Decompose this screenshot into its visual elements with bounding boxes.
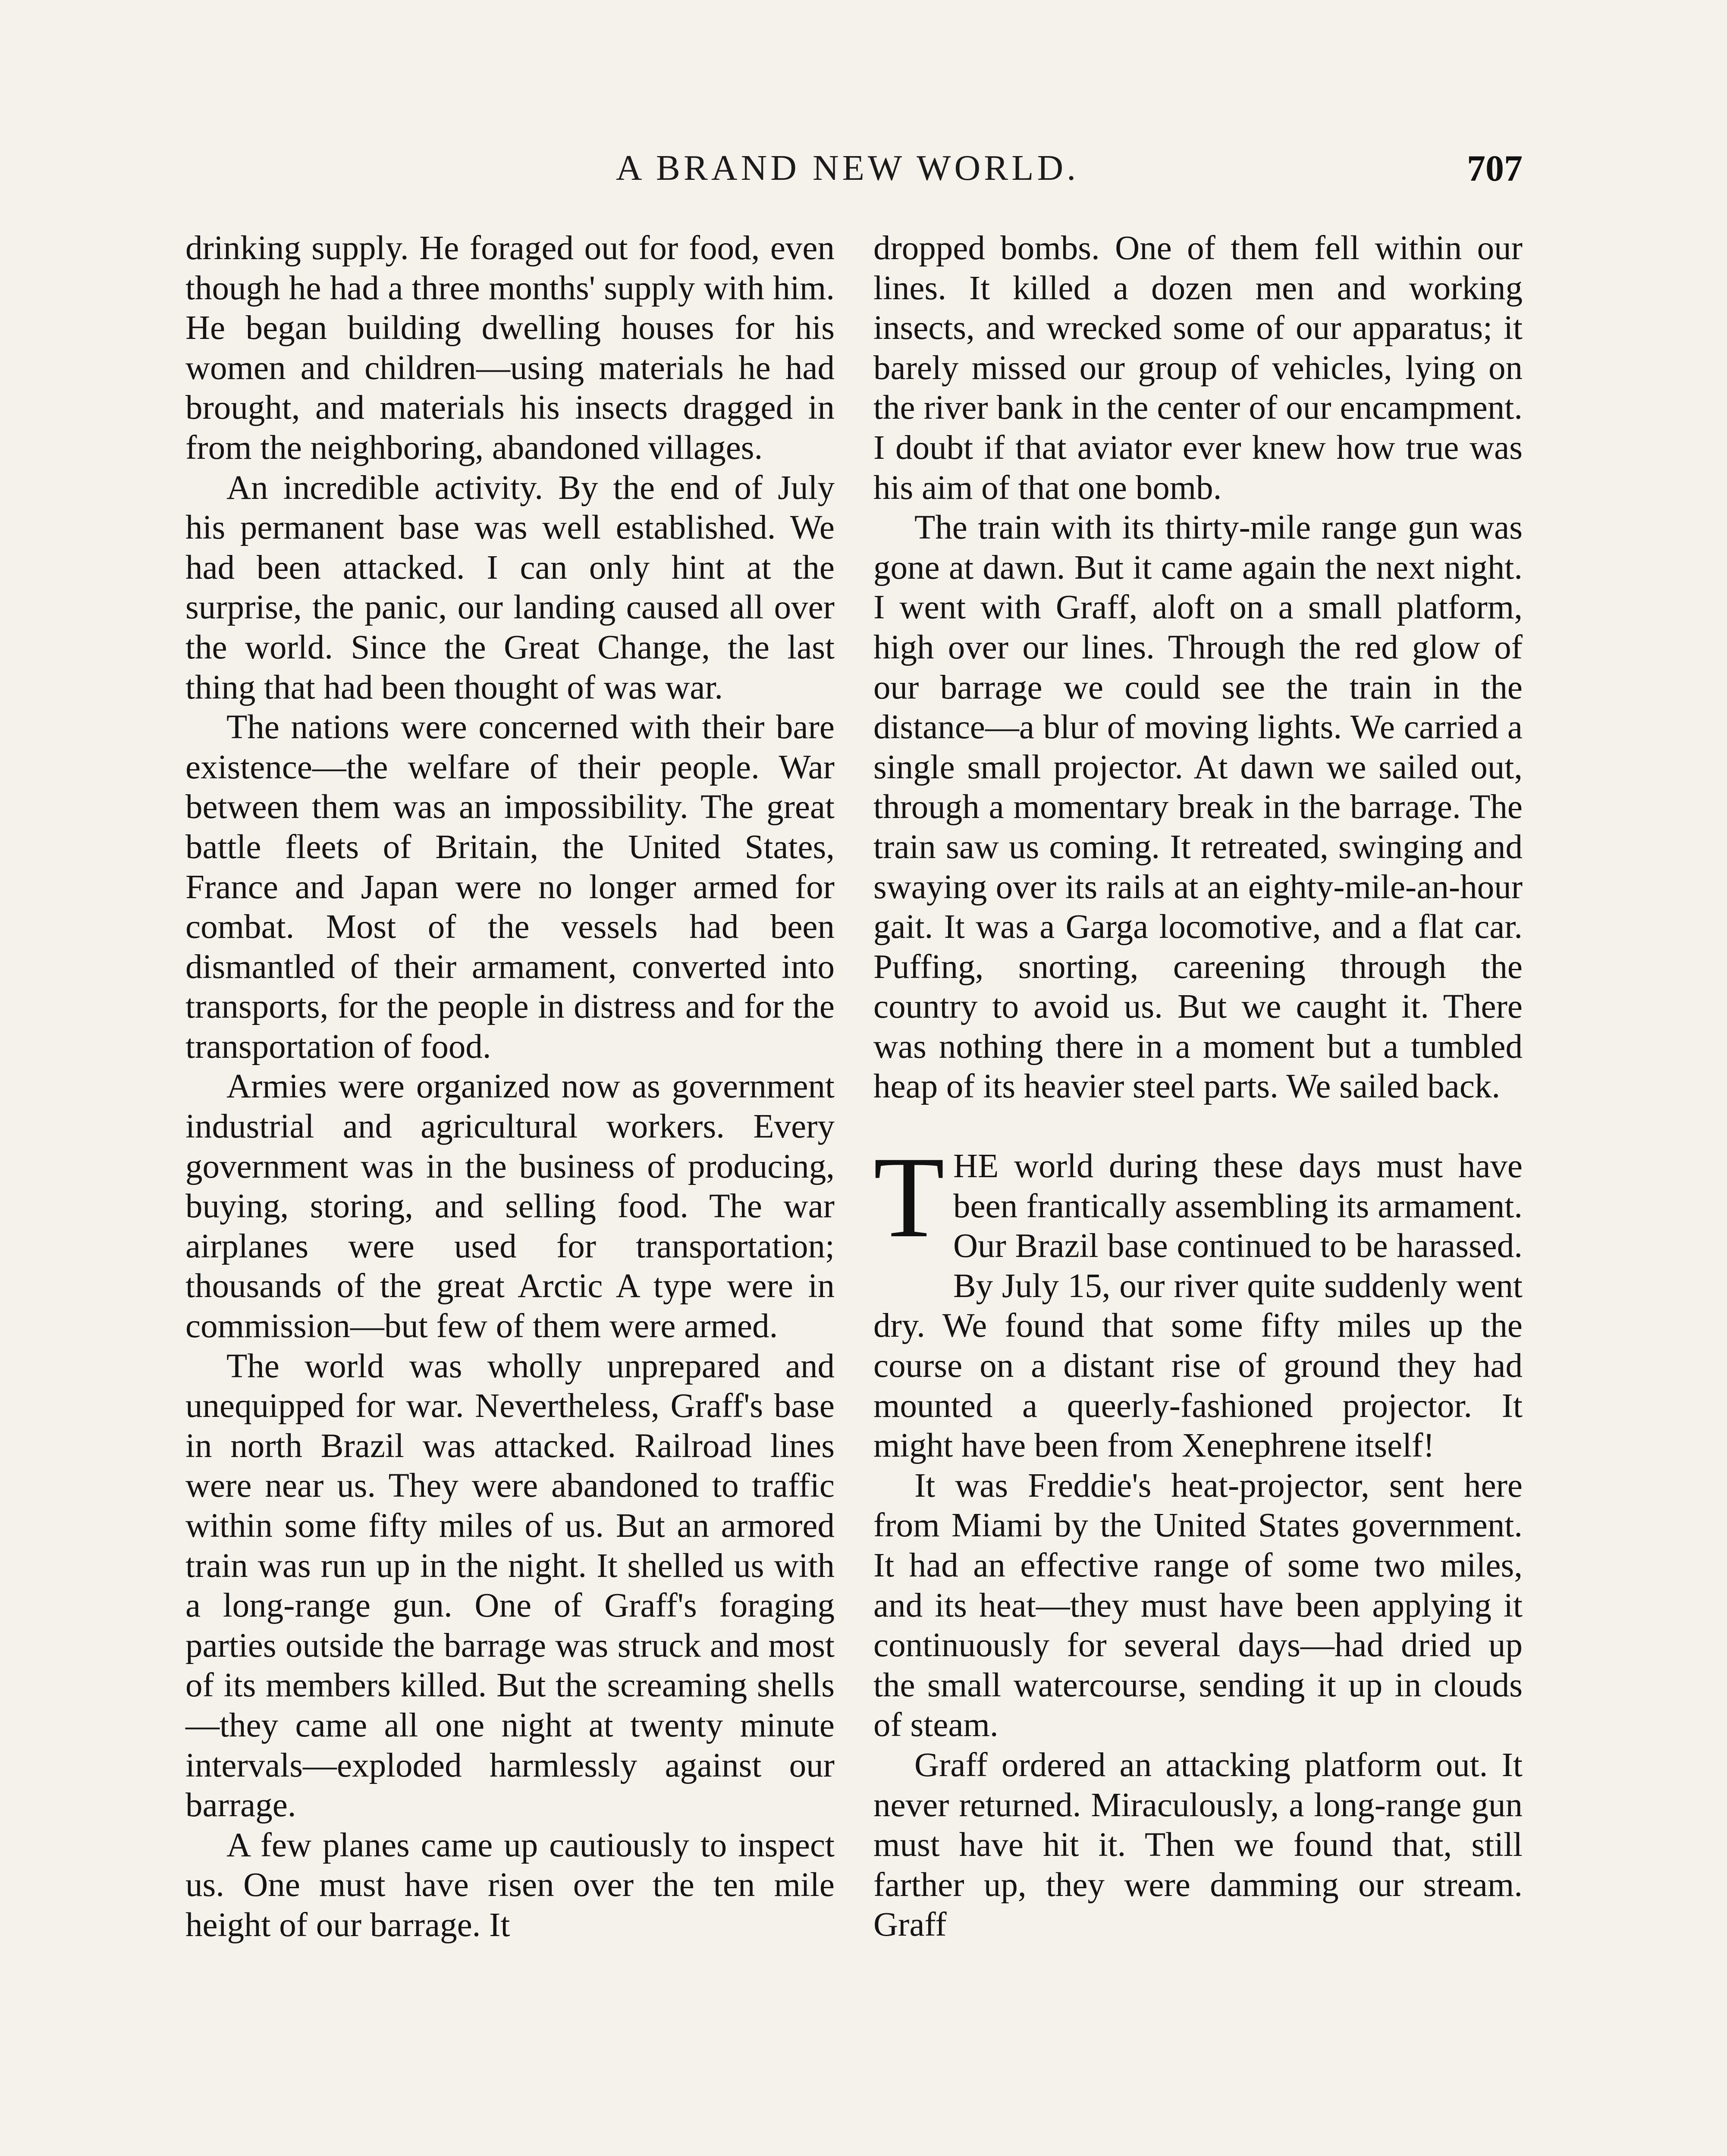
paragraph: An incredible activity. By the end of July his permanent base was well established. We had been attacked. I can only hint at the surprise, the panic, our landing caused all over the world. Since the Great Change, the last thing that had been thought of was war. bbox=[185, 469, 835, 706]
paragraph: It was Freddie's heat-projector, sent here from Miami by the United States government. It had an effective range of some two miles, and its heat—they must have been applying it continuously for several days—had dried up the small watercourse, sending it up in clouds of steam. bbox=[873, 1467, 1523, 1744]
drop-cap-letter: T bbox=[873, 1133, 945, 1262]
running-title: A BRAND NEW WORLD. bbox=[615, 148, 1080, 188]
page-header bbox=[173, 144, 1523, 196]
paragraph: dropped bombs. One of them fell within our lines. It killed a dozen men and working insects, and wrecked some of our apparatus; it barely missed our group of vehicles, lying on the river bank in the center of our encampment. I doubt if that aviator ever knew how true was his aim of that one bomb. bbox=[873, 229, 1523, 507]
paragraph: drinking supply. He foraged out for food, even though he had a three months' supply with him. He began building dwelling houses for his women and children—using materials he had brought, and materials his insects dragged in from the neighboring, abandoned villages. bbox=[185, 229, 835, 467]
paragraph: A few planes came up cautiously to inspect us. One must have risen over the ten mile height of our barrage. It bbox=[185, 1826, 835, 1944]
section-opening-text: HE world during these days must have been frantically assembling its armament. Our Brazil base continued to be harassed. By July 15, our river quite suddenly went dry. We found that some fifty miles up the course on a distant rise of ground they had mounted a queerly-fashioned projector. It might have been from Xenephrene itself! bbox=[873, 1147, 1523, 1465]
paragraph: Graff ordered an attacking platform out. It never returned. Miraculously, a long-range gun must have hit it. Then we found that, still farther up, they were damming our stream. Graff bbox=[873, 1746, 1523, 1944]
paragraph: The nations were concerned with their bare existence—the welfare of their people. War between them was an impossibility. The great battle fleets of Britain, the United States, France and Japan were no longer armed for combat. Most of the vessels had been dismantled of their armament, converted into transports, for the people in distress and for the transportation of food. bbox=[185, 708, 835, 1065]
paragraph: The train with its thirty-mile range gun was gone at dawn. But it came again the next night. I went with Graff, aloft on a small platform, high over our lines. Through the red glow of our barrage we could see the train in the distance—a blur of moving lights. We carried a single small projector. At dawn we sailed out, through a momentary break in the barrage. The train saw us coming. It retreated, swinging and swaying over its rails at an eighty-mile-an-hour gait. It was a Garga locomotive, and a flat car. Puffing, snorting, careening through the country to avoid us. But we caught it. There was nothing there in a moment but a tumbled heap of its heavier steel parts. We sailed back. bbox=[873, 509, 1523, 1106]
section-opening-paragraph bbox=[873, 1133, 1523, 1466]
right-column bbox=[873, 229, 1523, 1945]
left-column bbox=[185, 229, 835, 1946]
paragraph: Armies were organized now as government industrial and agricultural workers. Every government was in the business of producing, buying, storing, and selling food. The war airplanes were used for transportation; thousands of the great Arctic A type were in commission—but few of them were armed. bbox=[185, 1068, 835, 1345]
paragraph: The world was wholly unprepared and unequipped for war. Nevertheless, Graff's base in north Brazil was attacked. Railroad lines were near us. They were abandoned to traffic within some fifty miles of us. But an armored train was run up in the night. It shelled us with a long-range gun. One of Graff's foraging parties outside the barrage was struck and most of its members killed. But the screaming shells—they came all one night at twenty minute intervals—exploded harmlessly against our barrage. bbox=[185, 1347, 835, 1824]
page-number: 707 bbox=[1467, 147, 1523, 189]
